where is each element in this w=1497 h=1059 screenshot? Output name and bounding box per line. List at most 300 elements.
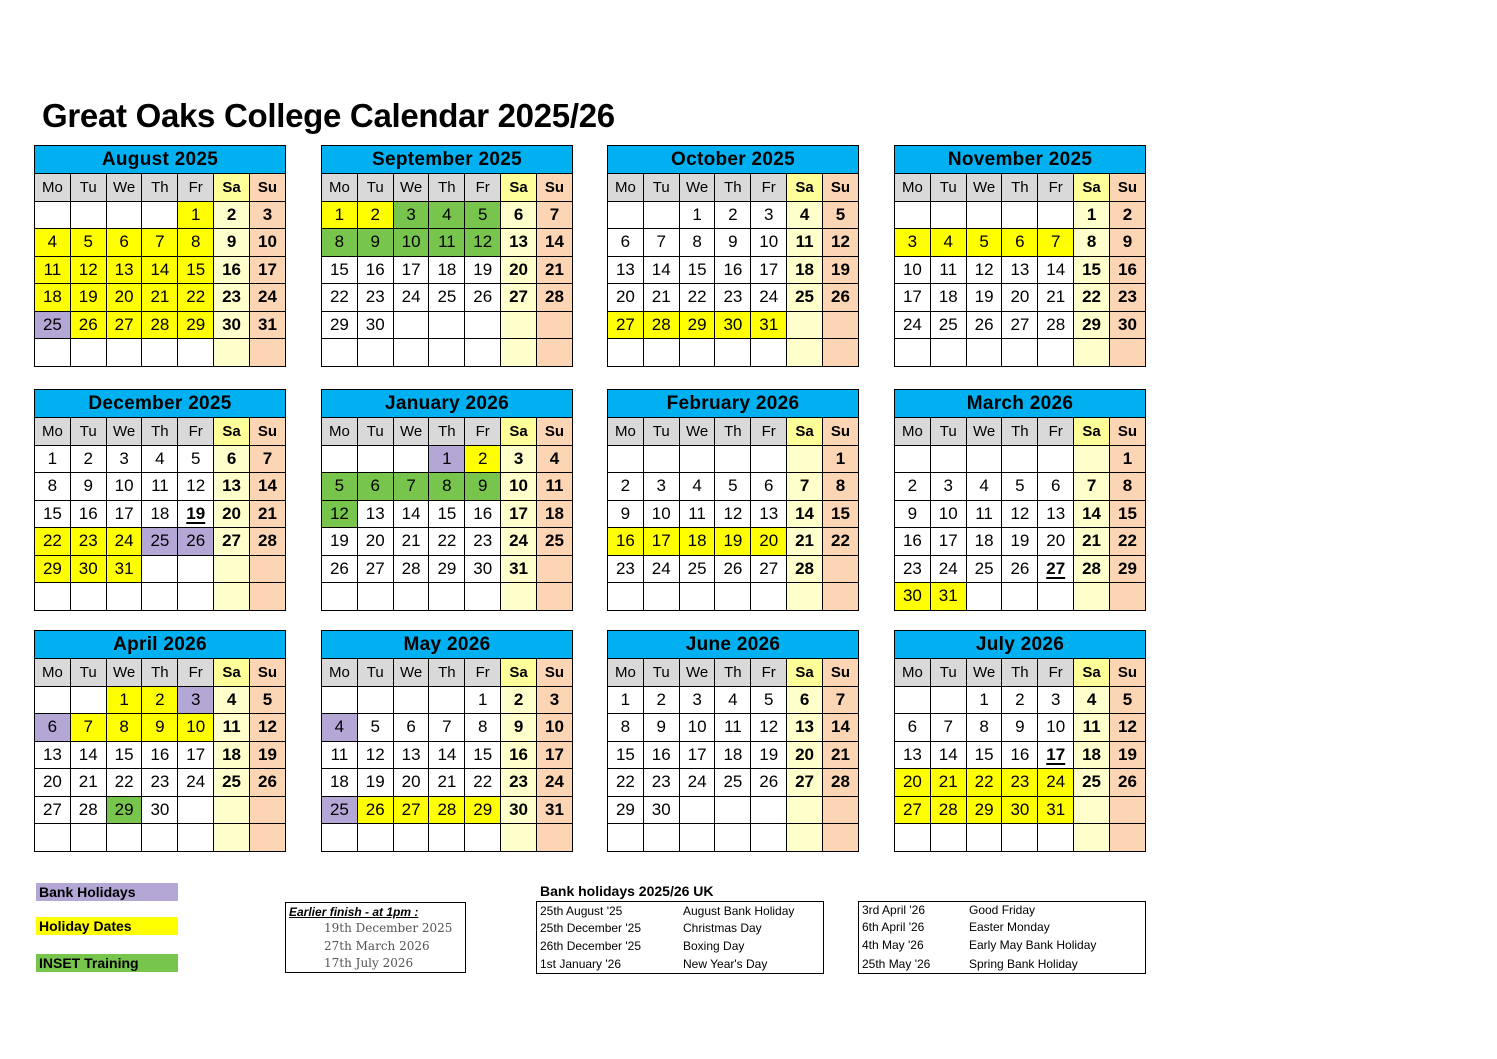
day-cell: 14 <box>429 741 465 769</box>
empty-day-cell <box>1074 445 1110 473</box>
day-cell: 3 <box>643 473 679 501</box>
day-cell: 1 <box>35 445 71 473</box>
day-cell: 23 <box>643 769 679 797</box>
empty-day-cell <box>679 445 715 473</box>
empty-day-cell <box>643 445 679 473</box>
weekday-header: We <box>679 659 715 687</box>
day-cell: 3 <box>393 201 429 229</box>
empty-day-cell <box>1074 824 1110 852</box>
empty-day-cell <box>930 686 966 714</box>
day-cell: 2 <box>895 473 931 501</box>
day-cell: 2 <box>214 201 250 229</box>
day-cell: 7 <box>536 201 572 229</box>
empty-day-cell <box>1109 339 1145 367</box>
day-cell: 24 <box>249 284 285 312</box>
day-cell: 12 <box>822 229 858 257</box>
day-cell: 11 <box>142 473 178 501</box>
day-cell: 26 <box>178 528 214 556</box>
day-cell: 22 <box>322 284 358 312</box>
day-cell: 18 <box>679 528 715 556</box>
day-cell: 28 <box>70 796 106 824</box>
empty-day-cell <box>429 339 465 367</box>
empty-day-cell <box>715 824 751 852</box>
day-cell: 31 <box>930 583 966 611</box>
weekday-header: We <box>106 659 142 687</box>
day-cell: 26 <box>1002 555 1038 583</box>
day-cell: 9 <box>1002 714 1038 742</box>
weekday-header: Th <box>142 418 178 446</box>
day-cell: 6 <box>1002 229 1038 257</box>
empty-day-cell <box>393 824 429 852</box>
day-cell: 4 <box>966 473 1002 501</box>
day-cell: 7 <box>822 686 858 714</box>
bank-holiday-date: 25th December '25 <box>540 921 642 935</box>
weekday-header: Fr <box>751 418 787 446</box>
empty-day-cell <box>930 201 966 229</box>
day-cell: 12 <box>465 229 501 257</box>
empty-day-cell <box>393 339 429 367</box>
empty-day-cell <box>643 583 679 611</box>
day-cell: 1 <box>966 686 1002 714</box>
empty-day-cell <box>1109 796 1145 824</box>
empty-day-cell <box>930 339 966 367</box>
empty-day-cell <box>214 796 250 824</box>
day-cell: 24 <box>501 528 537 556</box>
day-cell: 25 <box>322 796 358 824</box>
empty-day-cell <box>429 686 465 714</box>
empty-day-cell <box>70 583 106 611</box>
empty-day-cell <box>608 824 644 852</box>
day-cell: 16 <box>357 256 393 284</box>
empty-day-cell <box>501 339 537 367</box>
day-cell: 25 <box>536 528 572 556</box>
day-cell: 11 <box>1074 714 1110 742</box>
weekday-header: Sa <box>787 659 823 687</box>
empty-day-cell <box>429 583 465 611</box>
empty-day-cell <box>679 583 715 611</box>
day-cell: 23 <box>70 528 106 556</box>
day-cell: 10 <box>930 500 966 528</box>
day-cell: 5 <box>322 473 358 501</box>
day-cell: 14 <box>393 500 429 528</box>
day-cell: 10 <box>501 473 537 501</box>
bank-holiday-date: 3rd April '26 <box>862 903 925 917</box>
day-cell: 4 <box>1074 686 1110 714</box>
weekday-header: Tu <box>643 659 679 687</box>
day-cell: 17 <box>930 528 966 556</box>
weekday-header: Su <box>822 659 858 687</box>
day-cell: 10 <box>393 229 429 257</box>
day-cell: 12 <box>357 741 393 769</box>
month-title: March 2026 <box>895 390 1146 418</box>
empty-day-cell <box>35 824 71 852</box>
day-cell: 24 <box>751 284 787 312</box>
day-cell: 15 <box>322 256 358 284</box>
day-cell: 21 <box>536 256 572 284</box>
empty-day-cell <box>322 583 358 611</box>
empty-day-cell <box>536 555 572 583</box>
day-cell: 21 <box>787 528 823 556</box>
month-title: February 2026 <box>608 390 859 418</box>
day-cell: 17 <box>751 256 787 284</box>
empty-day-cell <box>142 201 178 229</box>
weekday-header: Mo <box>608 174 644 202</box>
day-cell: 2 <box>70 445 106 473</box>
empty-day-cell <box>608 339 644 367</box>
bank-holiday-date: 1st January '26 <box>540 957 622 971</box>
day-cell: 11 <box>715 714 751 742</box>
empty-day-cell <box>822 555 858 583</box>
day-cell: 25 <box>429 284 465 312</box>
day-cell: 2 <box>465 445 501 473</box>
empty-day-cell <box>536 824 572 852</box>
empty-day-cell <box>536 583 572 611</box>
empty-day-cell <box>751 445 787 473</box>
empty-day-cell <box>608 583 644 611</box>
day-cell: 9 <box>214 229 250 257</box>
month-calendar <box>321 145 573 367</box>
day-cell: 15 <box>822 500 858 528</box>
weekday-header: Mo <box>608 418 644 446</box>
day-cell: 21 <box>822 741 858 769</box>
day-cell: 2 <box>501 686 537 714</box>
weekday-header: Sa <box>1074 418 1110 446</box>
empty-day-cell <box>1109 824 1145 852</box>
month-title: December 2025 <box>35 390 286 418</box>
day-cell: 15 <box>178 256 214 284</box>
empty-day-cell <box>822 824 858 852</box>
day-cell: 7 <box>429 714 465 742</box>
day-cell: 15 <box>106 741 142 769</box>
day-cell: 13 <box>751 500 787 528</box>
day-cell: 2 <box>357 201 393 229</box>
weekday-header: Fr <box>178 659 214 687</box>
day-cell: 2 <box>643 686 679 714</box>
weekday-header: We <box>679 418 715 446</box>
day-cell: 10 <box>536 714 572 742</box>
empty-day-cell <box>142 824 178 852</box>
day-cell: 8 <box>608 714 644 742</box>
day-cell: 9 <box>643 714 679 742</box>
empty-day-cell <box>679 824 715 852</box>
empty-day-cell <box>536 311 572 339</box>
day-cell: 14 <box>536 229 572 257</box>
day-cell: 16 <box>501 741 537 769</box>
weekday-header: Fr <box>1038 418 1074 446</box>
empty-day-cell <box>70 824 106 852</box>
day-cell: 13 <box>895 741 931 769</box>
day-cell: 25 <box>966 555 1002 583</box>
day-cell: 10 <box>643 500 679 528</box>
day-cell: 13 <box>1002 256 1038 284</box>
empty-day-cell <box>322 824 358 852</box>
day-cell: 10 <box>178 714 214 742</box>
weekday-header: Sa <box>787 418 823 446</box>
day-cell: 3 <box>501 445 537 473</box>
day-cell: 27 <box>35 796 71 824</box>
weekday-header: We <box>106 174 142 202</box>
day-cell: 4 <box>35 229 71 257</box>
day-cell: 21 <box>1038 284 1074 312</box>
day-cell: 27 <box>1038 555 1074 583</box>
day-cell: 7 <box>393 473 429 501</box>
empty-day-cell <box>787 445 823 473</box>
day-cell: 22 <box>178 284 214 312</box>
day-cell: 8 <box>679 229 715 257</box>
day-cell: 29 <box>679 311 715 339</box>
day-cell: 12 <box>249 714 285 742</box>
day-cell: 24 <box>106 528 142 556</box>
day-cell: 30 <box>1109 311 1145 339</box>
empty-day-cell <box>715 445 751 473</box>
day-cell: 6 <box>751 473 787 501</box>
empty-day-cell <box>1002 445 1038 473</box>
month-title: June 2026 <box>608 631 859 659</box>
day-cell: 19 <box>322 528 358 556</box>
empty-day-cell <box>322 339 358 367</box>
weekday-header: Su <box>536 174 572 202</box>
empty-day-cell <box>429 311 465 339</box>
weekday-header: Sa <box>501 659 537 687</box>
day-cell: 21 <box>930 769 966 797</box>
day-cell: 27 <box>106 311 142 339</box>
day-cell: 9 <box>895 500 931 528</box>
weekday-header: Mo <box>322 659 358 687</box>
empty-day-cell <box>178 824 214 852</box>
day-cell: 4 <box>142 445 178 473</box>
day-cell: 28 <box>930 796 966 824</box>
weekday-header: Th <box>715 174 751 202</box>
day-cell: 19 <box>70 284 106 312</box>
day-cell: 27 <box>787 769 823 797</box>
day-cell: 25 <box>142 528 178 556</box>
day-cell: 11 <box>966 500 1002 528</box>
weekday-header: Tu <box>930 418 966 446</box>
day-cell: 15 <box>35 500 71 528</box>
day-cell: 25 <box>214 769 250 797</box>
bank-holidays-table-left <box>536 901 824 974</box>
empty-day-cell <box>966 339 1002 367</box>
empty-day-cell <box>70 686 106 714</box>
empty-day-cell <box>249 824 285 852</box>
month-calendar <box>321 630 573 852</box>
day-cell: 23 <box>1109 284 1145 312</box>
day-cell: 1 <box>1109 445 1145 473</box>
empty-day-cell <box>142 583 178 611</box>
weekday-header: Th <box>142 174 178 202</box>
weekday-header: Fr <box>751 174 787 202</box>
day-cell: 4 <box>536 445 572 473</box>
day-cell: 26 <box>1109 769 1145 797</box>
empty-day-cell <box>106 201 142 229</box>
day-cell: 22 <box>1109 528 1145 556</box>
day-cell: 10 <box>249 229 285 257</box>
day-cell: 29 <box>178 311 214 339</box>
empty-day-cell <box>357 583 393 611</box>
empty-day-cell <box>1002 339 1038 367</box>
empty-day-cell <box>393 583 429 611</box>
weekday-header: Su <box>1109 418 1145 446</box>
weekday-header: Mo <box>895 659 931 687</box>
day-cell: 29 <box>608 796 644 824</box>
weekday-header: Tu <box>357 659 393 687</box>
empty-day-cell <box>787 824 823 852</box>
day-cell: 3 <box>249 201 285 229</box>
weekday-header: Fr <box>1038 174 1074 202</box>
bank-holiday-name: New Year's Day <box>683 957 768 971</box>
empty-day-cell <box>608 201 644 229</box>
day-cell: 22 <box>429 528 465 556</box>
empty-day-cell <box>751 339 787 367</box>
day-cell: 24 <box>895 311 931 339</box>
day-cell: 8 <box>1074 229 1110 257</box>
empty-day-cell <box>429 824 465 852</box>
day-cell: 7 <box>142 229 178 257</box>
weekday-header: Th <box>1002 174 1038 202</box>
day-cell: 9 <box>465 473 501 501</box>
day-cell: 30 <box>214 311 250 339</box>
day-cell: 9 <box>70 473 106 501</box>
day-cell: 30 <box>501 796 537 824</box>
empty-day-cell <box>966 824 1002 852</box>
day-cell: 31 <box>1038 796 1074 824</box>
day-cell: 18 <box>536 500 572 528</box>
day-cell: 14 <box>930 741 966 769</box>
weekday-header: Mo <box>35 418 71 446</box>
day-cell: 17 <box>679 741 715 769</box>
day-cell: 7 <box>1038 229 1074 257</box>
empty-day-cell <box>822 339 858 367</box>
day-cell: 24 <box>643 555 679 583</box>
day-cell: 15 <box>429 500 465 528</box>
day-cell: 27 <box>608 311 644 339</box>
empty-day-cell <box>501 311 537 339</box>
empty-day-cell <box>106 339 142 367</box>
day-cell: 23 <box>715 284 751 312</box>
day-cell: 16 <box>465 500 501 528</box>
day-cell: 2 <box>142 686 178 714</box>
month-calendar <box>894 145 1146 367</box>
empty-day-cell <box>715 796 751 824</box>
empty-day-cell <box>35 339 71 367</box>
day-cell: 15 <box>608 741 644 769</box>
day-cell: 28 <box>787 555 823 583</box>
weekday-header: Fr <box>465 659 501 687</box>
empty-day-cell <box>357 686 393 714</box>
empty-day-cell <box>465 339 501 367</box>
day-cell: 6 <box>106 229 142 257</box>
day-cell: 17 <box>501 500 537 528</box>
day-cell: 5 <box>465 201 501 229</box>
empty-day-cell <box>106 583 142 611</box>
day-cell: 14 <box>787 500 823 528</box>
empty-day-cell <box>787 339 823 367</box>
month-calendar <box>34 389 286 611</box>
day-cell: 23 <box>142 769 178 797</box>
weekday-header: We <box>393 174 429 202</box>
day-cell: 22 <box>966 769 1002 797</box>
day-cell: 14 <box>142 256 178 284</box>
empty-day-cell <box>822 311 858 339</box>
early-finish-date: 27th March 2026 <box>324 939 430 953</box>
day-cell: 16 <box>608 528 644 556</box>
day-cell: 8 <box>178 229 214 257</box>
day-cell: 8 <box>429 473 465 501</box>
day-cell: 30 <box>643 796 679 824</box>
weekday-header: We <box>679 174 715 202</box>
day-cell: 9 <box>142 714 178 742</box>
day-cell: 18 <box>966 528 1002 556</box>
empty-day-cell <box>751 796 787 824</box>
month-title: November 2025 <box>895 146 1146 174</box>
day-cell: 25 <box>715 769 751 797</box>
day-cell: 9 <box>501 714 537 742</box>
day-cell: 23 <box>465 528 501 556</box>
day-cell: 21 <box>142 284 178 312</box>
day-cell: 29 <box>966 796 1002 824</box>
bank-holiday-date: 6th April '26 <box>862 920 925 934</box>
bank-holiday-name: Easter Monday <box>969 920 1050 934</box>
day-cell: 15 <box>465 741 501 769</box>
day-cell: 17 <box>106 500 142 528</box>
day-cell: 4 <box>679 473 715 501</box>
weekday-header: We <box>393 418 429 446</box>
day-cell: 11 <box>930 256 966 284</box>
day-cell: 21 <box>643 284 679 312</box>
empty-day-cell <box>214 339 250 367</box>
weekday-header: Su <box>536 418 572 446</box>
day-cell: 29 <box>465 796 501 824</box>
day-cell: 16 <box>214 256 250 284</box>
empty-day-cell <box>35 686 71 714</box>
day-cell: 30 <box>715 311 751 339</box>
empty-day-cell <box>895 201 931 229</box>
day-cell: 4 <box>930 229 966 257</box>
day-cell: 13 <box>357 500 393 528</box>
empty-day-cell <box>751 583 787 611</box>
bank-holiday-date: 26th December '25 <box>540 939 642 953</box>
day-cell: 12 <box>1002 500 1038 528</box>
day-cell: 8 <box>822 473 858 501</box>
day-cell: 17 <box>536 741 572 769</box>
weekday-header: Sa <box>214 174 250 202</box>
day-cell: 19 <box>822 256 858 284</box>
day-cell: 12 <box>178 473 214 501</box>
weekday-header: We <box>393 659 429 687</box>
day-cell: 13 <box>608 256 644 284</box>
empty-day-cell <box>643 201 679 229</box>
day-cell: 17 <box>895 284 931 312</box>
day-cell: 13 <box>787 714 823 742</box>
day-cell: 3 <box>895 229 931 257</box>
day-cell: 25 <box>1074 769 1110 797</box>
day-cell: 18 <box>1074 741 1110 769</box>
day-cell: 4 <box>214 686 250 714</box>
day-cell: 28 <box>536 284 572 312</box>
day-cell: 22 <box>1074 284 1110 312</box>
day-cell: 8 <box>35 473 71 501</box>
day-cell: 20 <box>501 256 537 284</box>
day-cell: 27 <box>393 796 429 824</box>
day-cell: 20 <box>35 769 71 797</box>
day-cell: 24 <box>679 769 715 797</box>
day-cell: 20 <box>608 284 644 312</box>
day-cell: 27 <box>751 555 787 583</box>
day-cell: 26 <box>249 769 285 797</box>
weekday-header: Su <box>249 174 285 202</box>
weekday-header: Tu <box>357 418 393 446</box>
empty-day-cell <box>751 824 787 852</box>
